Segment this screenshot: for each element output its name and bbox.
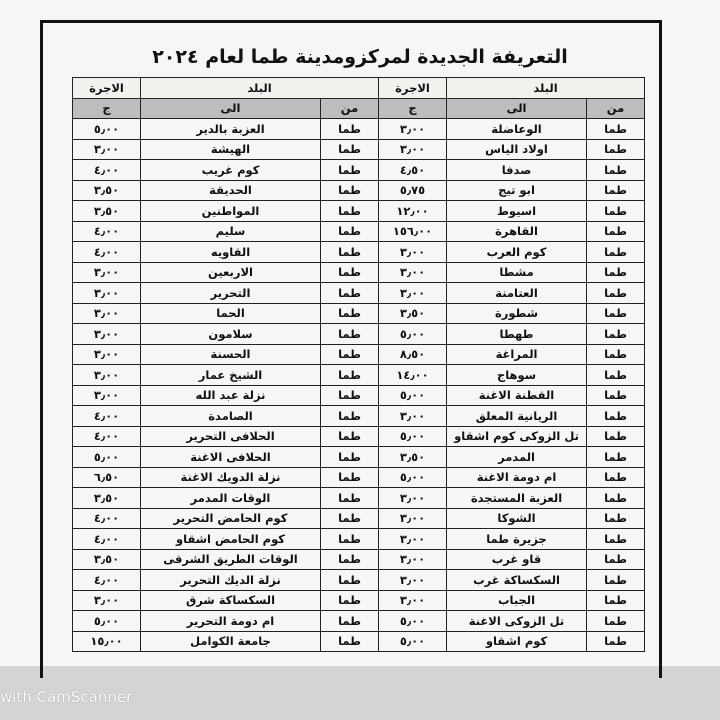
- destination-cell: قاو غرب: [447, 549, 587, 570]
- destination-cell: اولاد الياس: [447, 139, 587, 160]
- table-row: [73, 611, 645, 632]
- table-row: [73, 242, 645, 263]
- destination-cell: الصامدة: [141, 406, 321, 427]
- table-row: [73, 324, 645, 345]
- fare-cell: ٣٫٠٠: [73, 283, 141, 304]
- table-row: [73, 221, 645, 242]
- destination-cell: القاويه: [141, 242, 321, 263]
- origin-cell: طما: [321, 631, 379, 652]
- destination-cell: جامعة الكوامل: [141, 631, 321, 652]
- origin-cell: طما: [321, 426, 379, 447]
- origin-cell: طما: [321, 570, 379, 591]
- fare-cell: ٣٫٥٠: [379, 303, 447, 324]
- header-from-right: من: [587, 98, 645, 119]
- destination-cell: الحسنة: [141, 344, 321, 365]
- fare-cell: ٣٫٠٠: [73, 590, 141, 611]
- origin-cell: طما: [321, 590, 379, 611]
- fare-cell: ٣٫٥٠: [73, 549, 141, 570]
- origin-cell: طما: [587, 426, 645, 447]
- destination-cell: ام دومة الاغنة: [447, 467, 587, 488]
- destination-cell: سوهاج: [447, 365, 587, 386]
- fare-cell: ٥٫٠٠: [379, 426, 447, 447]
- destination-cell: طهطا: [447, 324, 587, 345]
- header-to-left: الى: [141, 98, 321, 119]
- origin-cell: طما: [587, 344, 645, 365]
- fare-cell: ٣٫٠٠: [73, 344, 141, 365]
- destination-cell: العزبة بالدير: [141, 119, 321, 140]
- destination-cell: الريانية المعلق: [447, 406, 587, 427]
- origin-cell: طما: [587, 365, 645, 386]
- destination-cell: كوم غريب: [141, 160, 321, 181]
- destination-cell: الشوكا: [447, 508, 587, 529]
- destination-cell: كوم الحامض التحرير: [141, 508, 321, 529]
- fare-cell: ٤٫٠٠: [73, 426, 141, 447]
- table-row: [73, 631, 645, 652]
- origin-cell: طما: [321, 242, 379, 263]
- origin-cell: طما: [321, 201, 379, 222]
- destination-cell: سلامون: [141, 324, 321, 345]
- header-from-left: من: [321, 98, 379, 119]
- destination-cell: الحلافى الاغنة: [141, 447, 321, 468]
- origin-cell: طما: [587, 303, 645, 324]
- table-row: [73, 406, 645, 427]
- origin-cell: طما: [321, 488, 379, 509]
- origin-cell: طما: [321, 447, 379, 468]
- origin-cell: طما: [321, 406, 379, 427]
- scanner-watermark: with CamScanner: [0, 688, 133, 706]
- origin-cell: طما: [587, 119, 645, 140]
- fare-cell: ٤٫٠٠: [73, 529, 141, 550]
- fare-cell: ٥٫٠٠: [379, 611, 447, 632]
- fare-cell: ١٥٫٠٠: [73, 631, 141, 652]
- destination-cell: الوعاضلة: [447, 119, 587, 140]
- destination-cell: كوم اشقاو: [447, 631, 587, 652]
- destination-cell: السكساكة غرب: [447, 570, 587, 591]
- fare-cell: ٣٫٠٠: [379, 590, 447, 611]
- destination-cell: نزلة عبد الله: [141, 385, 321, 406]
- origin-cell: طما: [321, 508, 379, 529]
- destination-cell: العزبة المستجدة: [447, 488, 587, 509]
- destination-cell: ام دومة التحرير: [141, 611, 321, 632]
- destination-cell: المراغة: [447, 344, 587, 365]
- destination-cell: السكساكة شرق: [141, 590, 321, 611]
- origin-cell: طما: [321, 549, 379, 570]
- fare-cell: ٣٫٠٠: [379, 119, 447, 140]
- fare-cell: ٦٫٥٠: [73, 467, 141, 488]
- origin-cell: طما: [587, 139, 645, 160]
- destination-cell: كوم العرب: [447, 242, 587, 263]
- table-row: [73, 303, 645, 324]
- origin-cell: طما: [587, 180, 645, 201]
- table-row: [73, 160, 645, 181]
- fare-cell: ٣٫٠٠: [379, 570, 447, 591]
- origin-cell: طما: [321, 283, 379, 304]
- fare-cell: ٥٫٠٠: [379, 631, 447, 652]
- table-row: [73, 426, 645, 447]
- header-town-right: البلد: [447, 78, 645, 99]
- destination-cell: الشيخ عمار: [141, 365, 321, 386]
- header-currency-left: ج: [73, 98, 141, 119]
- fare-cell: ٥٫٠٠: [379, 385, 447, 406]
- origin-cell: طما: [321, 385, 379, 406]
- destination-cell: نزلة الدويك الاغنة: [141, 467, 321, 488]
- fare-cell: ٣٫٠٠: [379, 549, 447, 570]
- fare-cell: ٣٫٠٠: [379, 242, 447, 263]
- destination-cell: مشطا: [447, 262, 587, 283]
- origin-cell: طما: [587, 447, 645, 468]
- fare-cell: ٣٫٥٠: [73, 488, 141, 509]
- destination-cell: نزلة الديك التحرير: [141, 570, 321, 591]
- destination-cell: الحلافى التحرير: [141, 426, 321, 447]
- table-header-row-2: [73, 98, 645, 119]
- origin-cell: طما: [321, 344, 379, 365]
- fare-cell: ٨٫٥٠: [379, 344, 447, 365]
- fare-cell: ٣٫٠٠: [73, 324, 141, 345]
- destination-cell: شطورة: [447, 303, 587, 324]
- table-row: [73, 549, 645, 570]
- destination-cell: التحرير: [141, 283, 321, 304]
- destination-cell: تل الزوكى الاغنة: [447, 611, 587, 632]
- fare-cell: ٤٫٠٠: [73, 508, 141, 529]
- origin-cell: طما: [587, 283, 645, 304]
- destination-cell: اسيوط: [447, 201, 587, 222]
- table-row: [73, 283, 645, 304]
- fare-cell: ١٥٦٫٠٠: [379, 221, 447, 242]
- origin-cell: طما: [321, 467, 379, 488]
- fare-cell: ٥٫٠٠: [379, 324, 447, 345]
- fare-cell: ٣٫٠٠: [73, 303, 141, 324]
- destination-cell: الجباب: [447, 590, 587, 611]
- origin-cell: طما: [321, 365, 379, 386]
- origin-cell: طما: [321, 139, 379, 160]
- fare-cell: ٤٫٠٠: [73, 160, 141, 181]
- table-row: [73, 119, 645, 140]
- origin-cell: طما: [587, 324, 645, 345]
- header-fare-left: الاجرة: [73, 78, 141, 99]
- origin-cell: طما: [587, 570, 645, 591]
- fare-table: [72, 77, 645, 652]
- destination-cell: كوم الحامض اشقاو: [141, 529, 321, 550]
- origin-cell: طما: [321, 611, 379, 632]
- destination-cell: القطنة الاغنة: [447, 385, 587, 406]
- origin-cell: طما: [321, 221, 379, 242]
- table-row: [73, 590, 645, 611]
- fare-cell: ٥٫٠٠: [73, 447, 141, 468]
- origin-cell: طما: [587, 385, 645, 406]
- table-row: [73, 180, 645, 201]
- fare-cell: ٥٫٠٠: [73, 119, 141, 140]
- destination-cell: الوقات المدمر: [141, 488, 321, 509]
- fare-cell: ٣٫٥٠: [73, 180, 141, 201]
- table-row: [73, 447, 645, 468]
- destination-cell: المدمر: [447, 447, 587, 468]
- fare-cell: ٣٫٠٠: [73, 365, 141, 386]
- fare-cell: ٣٫٠٠: [379, 488, 447, 509]
- fare-cell: ٥٫٧٥: [379, 180, 447, 201]
- fare-cell: ٣٫٠٠: [379, 262, 447, 283]
- origin-cell: طما: [321, 303, 379, 324]
- document-title: التعريفة الجديدة لمركزومدينة طما لعام ٢٠٢٤: [152, 46, 568, 68]
- table-row: [73, 488, 645, 509]
- table-row: [73, 201, 645, 222]
- origin-cell: طما: [587, 201, 645, 222]
- origin-cell: طما: [587, 508, 645, 529]
- header-fare-right: الاجرة: [379, 78, 447, 99]
- origin-cell: طما: [587, 529, 645, 550]
- origin-cell: طما: [587, 611, 645, 632]
- destination-cell: جزيرة طما: [447, 529, 587, 550]
- fare-cell: ٣٫٥٠: [379, 447, 447, 468]
- fare-cell: ٣٫٠٠: [379, 406, 447, 427]
- fare-cell: ٣٫٠٠: [73, 385, 141, 406]
- fare-cell: ٤٫٠٠: [73, 406, 141, 427]
- destination-cell: الاربعين: [141, 262, 321, 283]
- fare-cell: ٣٫٠٠: [73, 139, 141, 160]
- destination-cell: المواطنين: [141, 201, 321, 222]
- fare-cell: ٤٫٠٠: [73, 242, 141, 263]
- fare-cell: ٣٫٠٠: [379, 139, 447, 160]
- fare-cell: ١٤٫٠٠: [379, 365, 447, 386]
- fare-cell: ٤٫٥٠: [379, 160, 447, 181]
- header-currency-right: ج: [379, 98, 447, 119]
- fare-cell: ٣٫٠٠: [379, 283, 447, 304]
- origin-cell: طما: [587, 631, 645, 652]
- header-to-right: الى: [447, 98, 587, 119]
- destination-cell: تل الزوكى كوم اشقاو: [447, 426, 587, 447]
- table-row: [73, 570, 645, 591]
- destination-cell: الهيشة: [141, 139, 321, 160]
- table-row: [73, 385, 645, 406]
- origin-cell: طما: [587, 488, 645, 509]
- origin-cell: طما: [321, 180, 379, 201]
- origin-cell: طما: [321, 324, 379, 345]
- fare-cell: ٣٫٠٠: [73, 262, 141, 283]
- origin-cell: طما: [587, 262, 645, 283]
- destination-cell: الحديقة: [141, 180, 321, 201]
- table-row: [73, 508, 645, 529]
- fare-cell: ٣٫٥٠: [73, 201, 141, 222]
- destination-cell: القاهرة: [447, 221, 587, 242]
- origin-cell: طما: [587, 549, 645, 570]
- destination-cell: صدفا: [447, 160, 587, 181]
- origin-cell: طما: [587, 406, 645, 427]
- origin-cell: طما: [587, 242, 645, 263]
- destination-cell: الوقات الطريق الشرقى: [141, 549, 321, 570]
- fare-cell: ٣٫٠٠: [379, 508, 447, 529]
- table-row: [73, 365, 645, 386]
- destination-cell: الحما: [141, 303, 321, 324]
- origin-cell: طما: [587, 467, 645, 488]
- origin-cell: طما: [587, 590, 645, 611]
- origin-cell: طما: [587, 221, 645, 242]
- origin-cell: طما: [321, 119, 379, 140]
- fare-cell: ٣٫٠٠: [379, 529, 447, 550]
- fare-cell: ٤٫٠٠: [73, 221, 141, 242]
- fare-cell: ٤٫٠٠: [73, 570, 141, 591]
- destination-cell: العتامنة: [447, 283, 587, 304]
- table-row: [73, 262, 645, 283]
- fare-cell: ١٢٫٠٠: [379, 201, 447, 222]
- fare-cell: ٥٫٠٠: [379, 467, 447, 488]
- origin-cell: طما: [321, 160, 379, 181]
- destination-cell: سليم: [141, 221, 321, 242]
- origin-cell: طما: [587, 160, 645, 181]
- fare-cell: ٥٫٠٠: [73, 611, 141, 632]
- origin-cell: طما: [321, 262, 379, 283]
- table-row: [73, 344, 645, 365]
- table-row: [73, 139, 645, 160]
- table-row: [73, 529, 645, 550]
- table-row: [73, 467, 645, 488]
- destination-cell: ابو تيج: [447, 180, 587, 201]
- header-town-left: البلد: [141, 78, 379, 99]
- origin-cell: طما: [321, 529, 379, 550]
- table-header-row-1: [73, 78, 645, 99]
